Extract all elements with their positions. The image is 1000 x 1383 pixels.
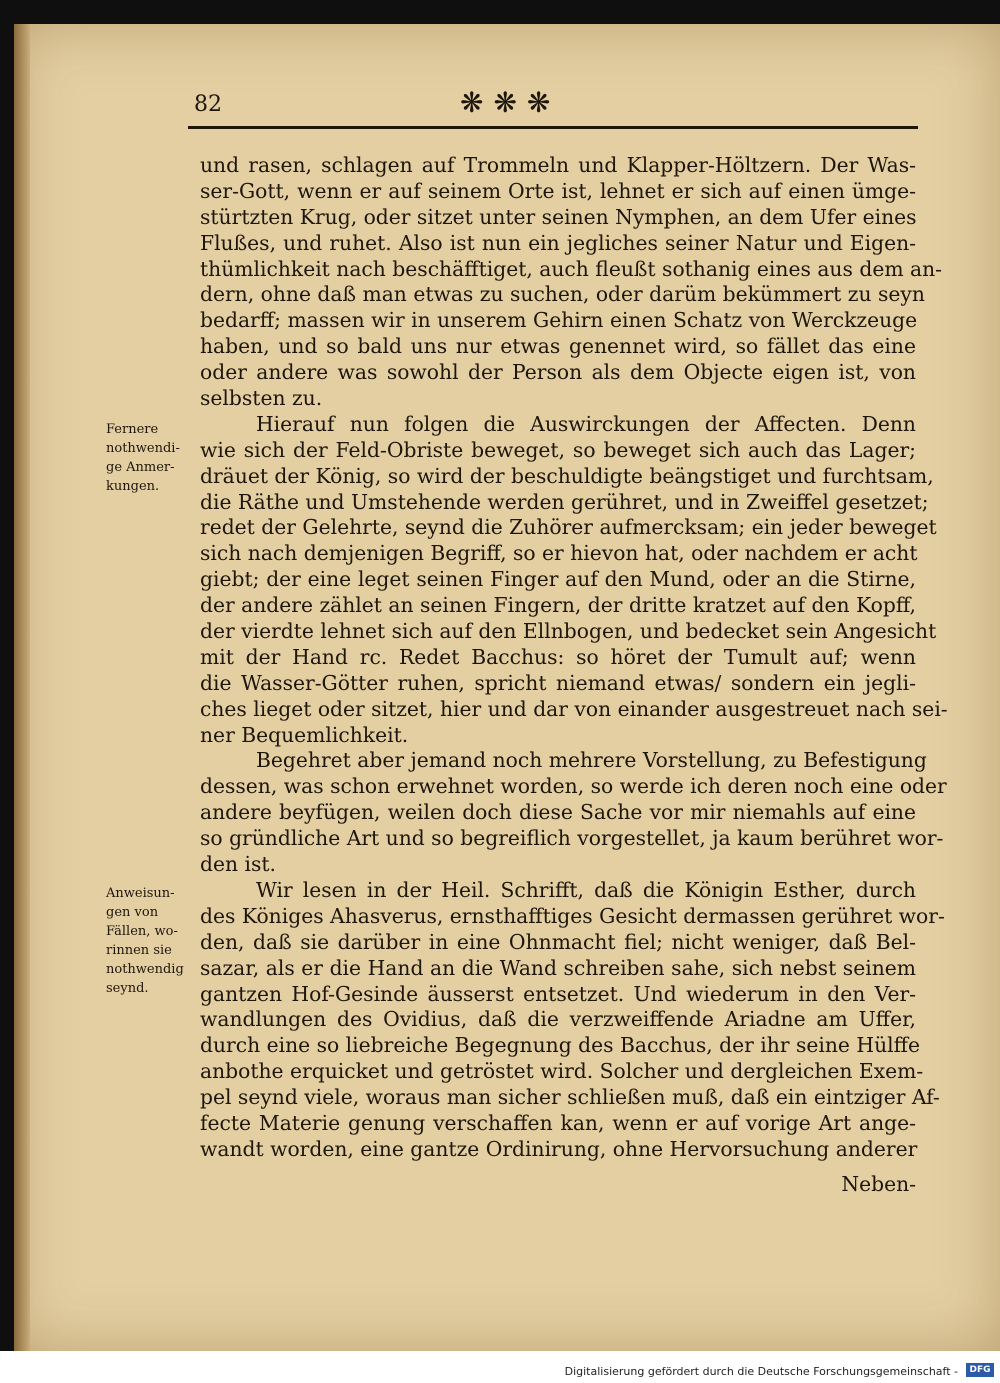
margin-note-line: ge Anmer- — [106, 460, 175, 475]
margin-note-line: rinnen sie — [106, 943, 172, 958]
text-line: fecte Materie genung verschaffen kan, wenn er auf vorige Art ange- — [200, 1110, 916, 1135]
text-line: gantzen Hof-Gesinde äusserst entsetzet. Und wiederum in den Ver- — [200, 981, 916, 1006]
text-line: pel seynd viele, woraus man sicher schließen muß, daß ein eintziger Af- — [200, 1085, 940, 1110]
text-line: andere beyfügen, weilen doch diese Sache vor mir niemahls auf eine — [200, 800, 916, 825]
text-line: den, daß sie darüber in eine Ohnmacht fiel; nicht weniger, daß Bel- — [200, 929, 916, 954]
text-line: selbsten zu. — [200, 386, 323, 411]
text-line: sazar, als er die Hand an die Wand schreiben sahe, sich nebst seinem — [200, 955, 916, 980]
text-line: stürtzten Krug, oder sitzet unter seinen Nymphen, an dem Ufer eines — [200, 204, 917, 229]
margin-note-anmerkungen — [106, 420, 198, 496]
text-line: und rasen, schlagen auf Trommeln und Klapper-Höltzern. Der Was- — [200, 153, 916, 177]
text-line: ser-Gott, wenn er auf seinem Orte ist, lehnet er sich auf einen ümge- — [200, 178, 916, 203]
text-line: wie sich der Feld-Obriste beweget, so beweget sich auch das Lager; — [200, 437, 916, 462]
text-line: so gründliche Art und so begreiflich vorgestellet, ja kaum berühret wor- — [200, 826, 944, 851]
footer-credit: Digitalisierung gefördert durch die Deutsche Forschungsgemeinschaft - — [564, 1365, 958, 1378]
text-line: anbothe erquicket und getröstet wird. Solcher und dergleichen Exem- — [200, 1059, 924, 1084]
margin-note-line: Anweisun- — [106, 886, 175, 901]
body-text — [200, 153, 948, 1163]
margin-note-line: seynd. — [106, 981, 149, 996]
text-line: die Wasser-Götter ruhen, spricht niemand etwas/ sondern ein jegli- — [200, 670, 916, 695]
margin-note-line: nothwendig — [106, 962, 184, 977]
margin-note-line: Fällen, wo- — [106, 924, 178, 939]
text-line: Begehret aber jemand noch mehrere Vorstellung, zu Befestigung — [256, 748, 927, 773]
text-line: mit der Hand rc. Redet Bacchus: so höret der Tumult auf; wenn — [200, 644, 916, 669]
margin-note-line: gen von — [106, 905, 159, 920]
text-line: des Königes Ahasverus, ernsthafftiges Gesicht dermassen gerühret wor- — [200, 903, 945, 928]
text-line: haben, und so bald uns nur etwas genennet wird, so fället das eine — [200, 334, 916, 359]
text-line: dessen, was schon erwehnet worden, so werde ich deren noch eine oder — [200, 774, 947, 799]
text-line: oder andere was sowohl der Person als dem Objecte eigen ist, von — [200, 360, 916, 385]
header-rule — [188, 126, 918, 129]
margin-note-line: kungen. — [106, 479, 160, 494]
text-line: Wir lesen in der Heil. Schrifft, daß die Königin Esther, durch — [256, 877, 916, 902]
text-line: den ist. — [200, 852, 276, 877]
text-line: sich nach demjenigen Begriff, so er hievon hat, oder nachdem er acht — [200, 541, 918, 566]
text-line: bedarff; massen wir in unserem Gehirn einen Schatz von Werckzeuge — [200, 308, 918, 333]
footer — [0, 1351, 1000, 1383]
text-line: ner Bequemlichkeit. — [200, 722, 409, 747]
text-line: wandlungen des Ovidius, daß die verzweiffende Ariadne am Uffer, — [200, 1007, 916, 1032]
text-line: wandt worden, eine gantze Ordinirung, ohne Hervorsuchung anderer — [200, 1136, 918, 1161]
text-line: ches lieget oder sitzet, hier und dar von einander ausgestreuet nach sei- — [200, 696, 948, 721]
margin-note-line: nothwendi- — [106, 441, 180, 456]
page-edge — [14, 24, 30, 1351]
text-line: der vierdte lehnet sich auf den Ellnbogen, und bedecket sein Angesicht — [200, 619, 937, 644]
text-line: dräuet der König, so wird der beschuldigte beängstiget und furchtsam, — [200, 463, 934, 488]
catchword: Neben- — [841, 1172, 916, 1196]
text-line: die Räthe und Umstehende werden gerühret, und in Zweiffel gesetzet; — [200, 489, 929, 514]
text-line: dern, ohne daß man etwas zu suchen, oder darüm bekümmert zu seyn — [200, 282, 925, 307]
margin-note-anweisungen — [106, 884, 198, 998]
text-line: der andere zählet an seinen Fingern, der dritte kratzet auf den Kopff, — [200, 593, 916, 618]
margin-note-line: Fernere — [106, 422, 159, 437]
header-ornament: ❋❋❋ — [460, 86, 561, 119]
text-line: giebt; der eine leget seinen Finger auf den Mund, oder an die Stirne, — [200, 567, 916, 592]
dfg-logo: DFG — [966, 1363, 994, 1377]
text-line: redet der Gelehrte, seynd die Zuhörer aufmercksam; ein jeder beweget — [200, 515, 937, 540]
text-line: Hierauf nun folgen die Auswirckungen der Affecten. Denn — [256, 411, 916, 436]
text-line: thümlichkeit nach beschäfftiget, auch fleußt sothanig eines aus dem an- — [200, 256, 943, 281]
page-header — [188, 86, 918, 126]
text-line: durch eine so liebreiche Begegnung des Bacchus, der ihr seine Hülffe — [200, 1033, 921, 1058]
page-number: 82 — [194, 92, 222, 117]
text-line: Flußes, und ruhet. Also ist nun ein jegliches seiner Natur und Eigen- — [200, 230, 916, 255]
